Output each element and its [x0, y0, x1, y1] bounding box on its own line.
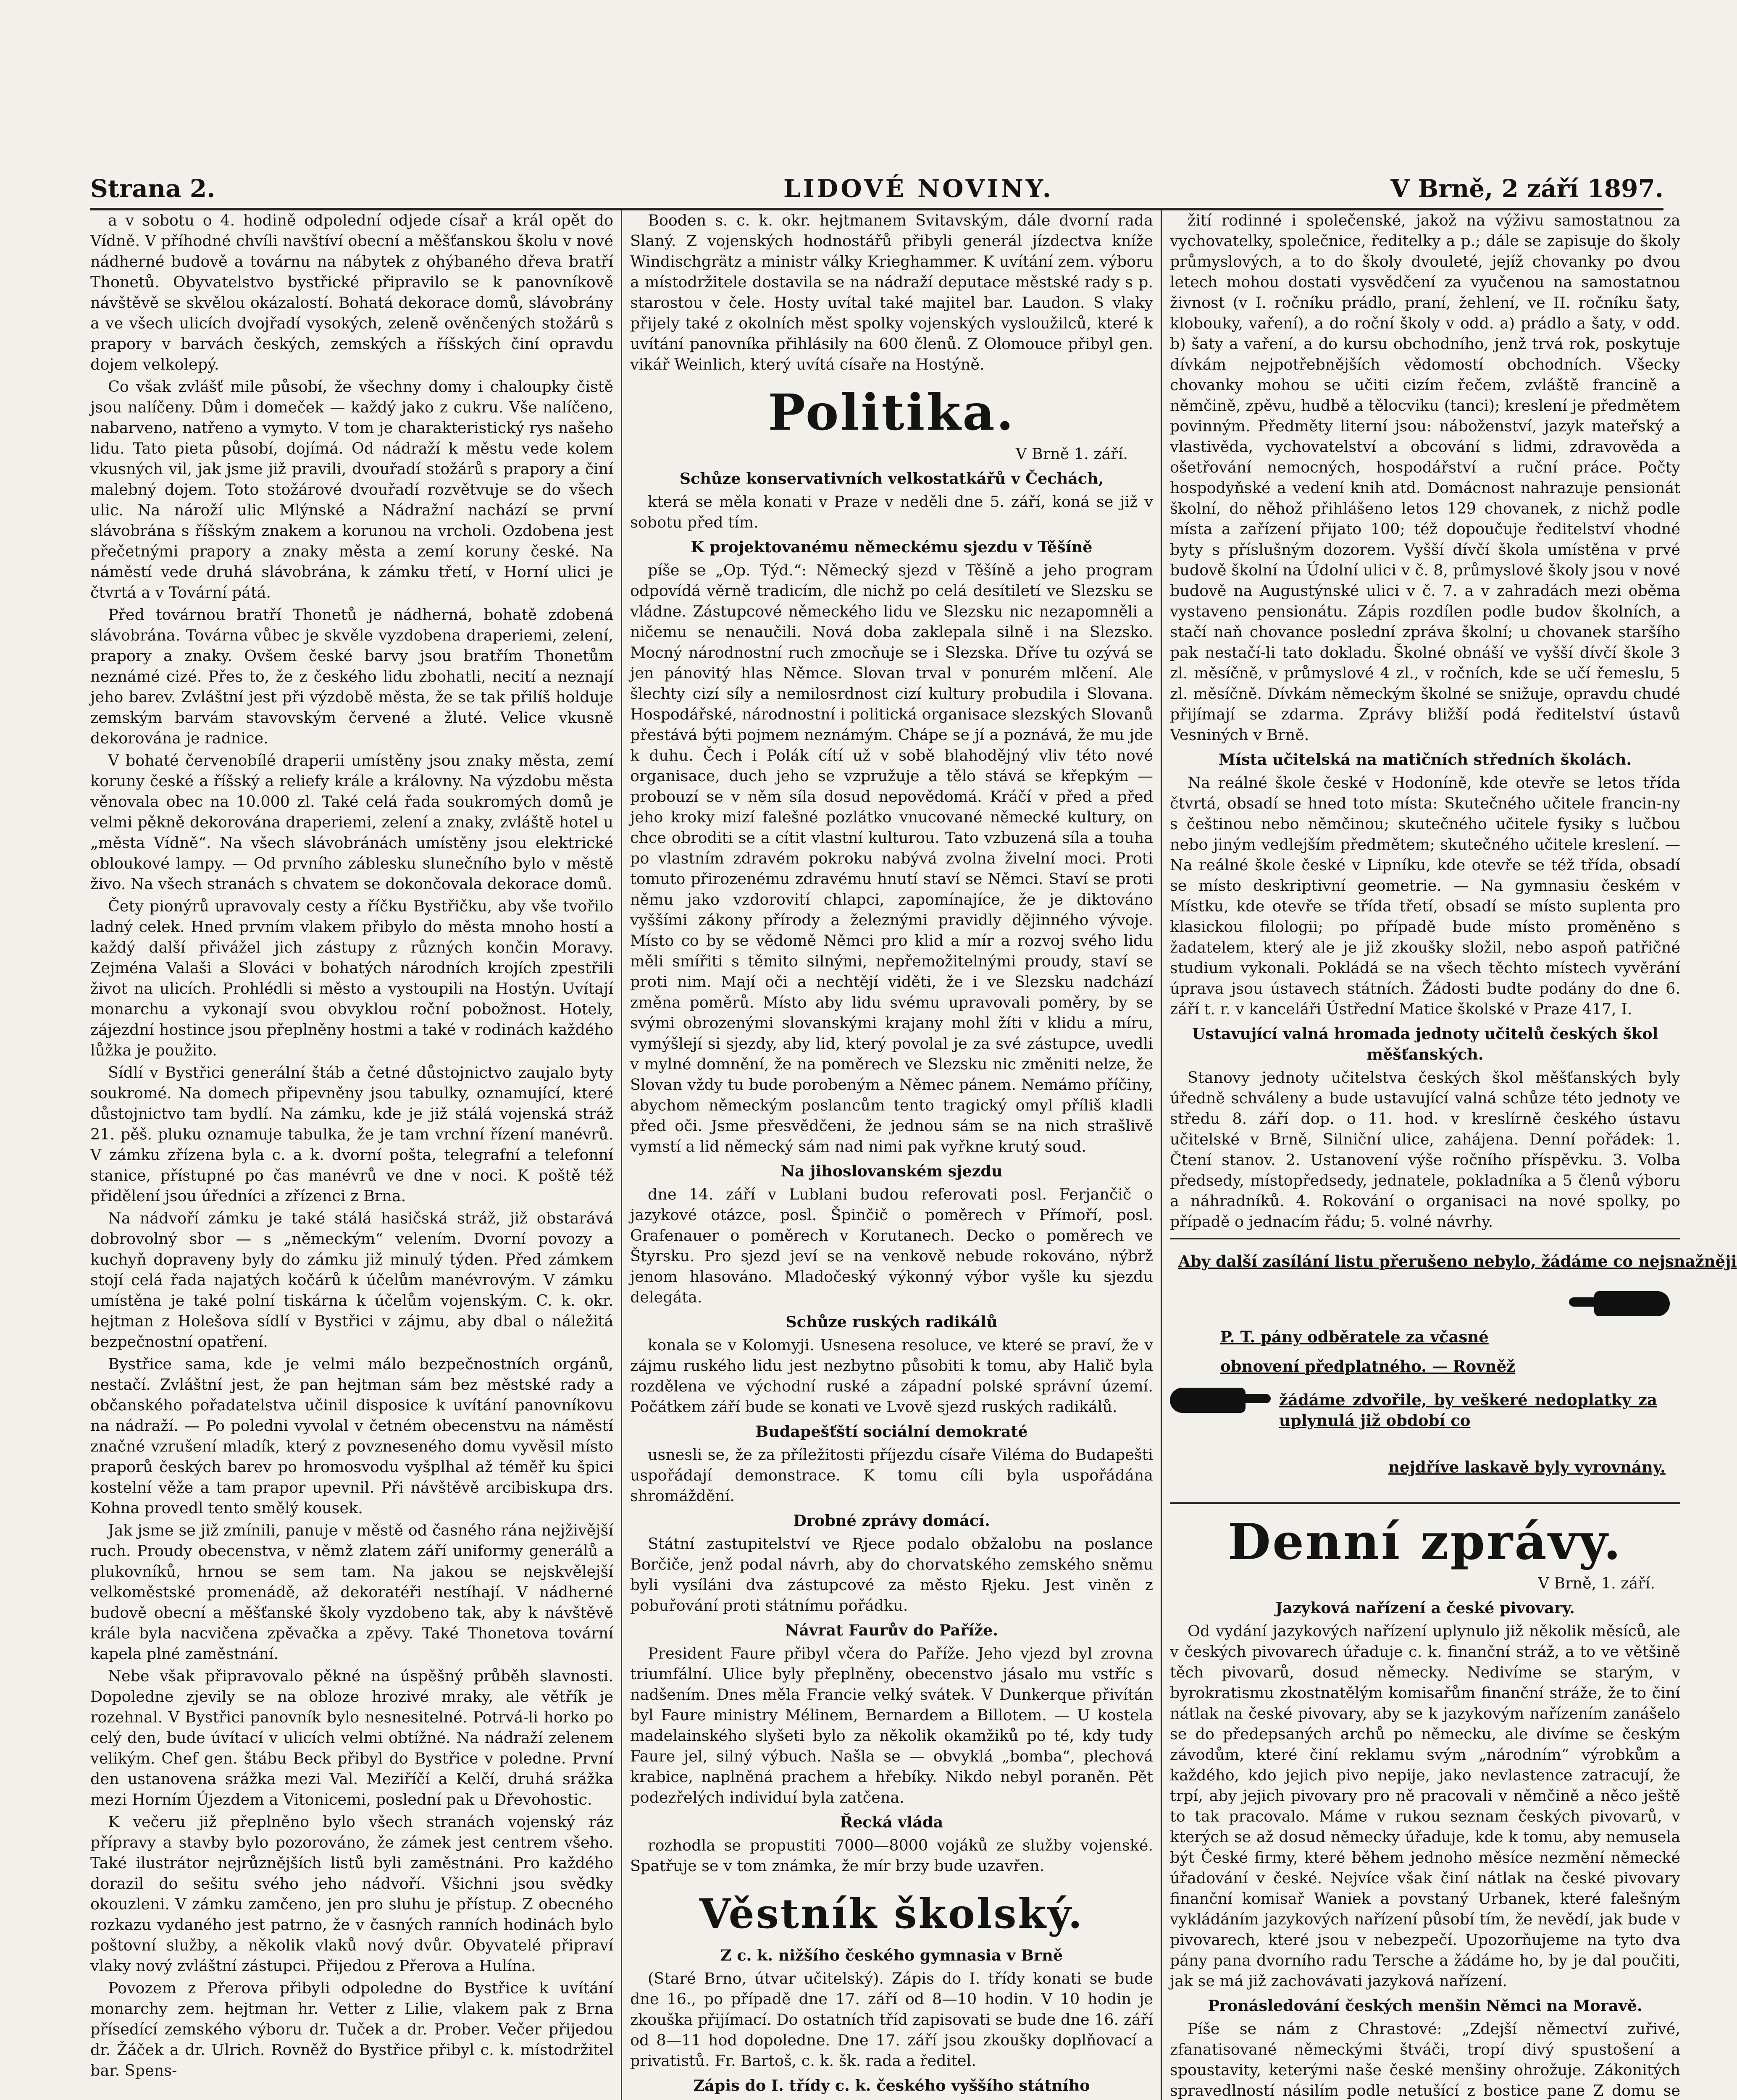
- article-paragraph: Před továrnou bratří Thonetů je nádherná, bohatě zdobená slávobrána. Továrna vůbec je skvěle vyzdobena draperiemi, zelení, prapory a znaky. Ovšem české barvy jsou bratřím Thonetům neznámé cizé. Přes to, že z českého lidu zbohatli, necití a neznají jeho barev. Zvláštní jest při výzdobě města, že se tak přilíš holduje zemským barvám stavovským červené a žluté. Velice vkusně dekorována je radnice.: [90, 606, 613, 747]
- article-paragraph: Stanovy jednoty učitelstva českých škol měšťanských byly úředně schváleny a bude ustavující valná schůze této jednoty ve středu 8. září dop. o 11. hod. v kreslírně českého ústavu učitelské v Brně, Silniční ulice, zahájena. Denní pořádek: 1. Čtení stanov. 2. Ustanovení výše ročního příspěvku. 3. Volba předsedy, místopředsedy, jednatele, pokladníka a 5 členů výboru a náhradníků. 4. Rokování o organisaci na nové spolky, po případě o jednacím řádu; 5. volné návrhy.: [1170, 1068, 1680, 1231]
- column-2: [630, 210, 1153, 2100]
- article-paragraph: Čety pionýrů upravovaly cesty a říčku Bystřičku, aby vše tvořilo ladný celek. Hned prvním vlakem přibylo do města mnoho hostí a každý další přivážel jich zástupy z různých končin Moravy. Zejména Valaši a Slováci v bohatých národních krojích zpestřili život na ulicích. Prohlédli si město a vystoupili na Hostýn. Uvítají monarchu a vykonají svou obvyklou roční pobožnost. Hotely, zájezdní hostince jsou přeplněny hostmi a také v rodinách každého lůžka je použito.: [90, 897, 613, 1059]
- column-rule: [621, 210, 622, 2100]
- article-paragraph: Co však zvlášť mile působí, že všechny domy i chaloupky čistě jsou nalíčeny. Dům i domeček — každý jako z cukru. Vše nalíčeno, nabarveno, natřeno a vymyto. V tom je charakteristický rys našeho lidu. Tato pieta působí, dojímá. Od nádraží k městu vede kolem vkusných vil, jak jsme již pravili, dvouřadí stožárů s prapory a činí malebný dojem. Toto stožárové dvouřadí rozvětvuje se do všech ulic. Na nároží ulic Mlýnské a Nádražní nachází se první slávobrána s říšským znakem a korunou na vrcholi. Ozdobena jest přečetnými prapory a znaky města a zemí koruny české. Na náměstí vede druhá slávobrána, k zámku třetí, v Horní ulici je čtvrtá a v Tovární pátá.: [90, 378, 613, 601]
- article-paragraph: Státní zastupitelství ve Rjece podalo obžalobu na poslance Borčiče, jenž podal návrh, aby do chorvatského zemského sněmu byli vysíláni dva zástupcové za město Rjeku. Jest viněn z pobuřování proti státnímu pořádku.: [630, 1535, 1153, 1614]
- divider: [1170, 1238, 1680, 1239]
- article-paragraph: Píše se nám z Chrastové: „Zdejší němectví zuřivé, zfanatisované německými štváči, tropí divý spustošení a spoustavity, keterými naše české menšiny ohrožuje. Zákonitých spravedlností násilím podle netušící z bostice pane Z domu se: [1170, 2020, 1680, 2100]
- article-paragraph: konala se v Kolomyji. Usnesena resoluce, ve které se praví, že v zájmu ruského lidu jest nezbytno působiti k tomu, aby Halič byla rozdělena ve východní ruské a západní polské správní území. Počátkem září bude se konati ve Lvově sjezd ruských radikálů.: [630, 1336, 1153, 1416]
- subscription-notice: [1170, 1247, 1737, 1495]
- article-paragraph: Nebe však připravovalo pěkné na úspěšný průběh slavnosti. Dopoledne zjevily se na obloze hrozivé mraky, ale větřík je rozehnal. V Bystřici panovník bylo nesnesitelné. Potrvá-li horko po celý den, bude úvítací v ulicích velmi obtížné. Na nádraží zelenem velikým. Chef gen. štábu Beck přibyl do Bystřice v poledne. První den ustanovena srážka mezi Val. Meziříčí a Kelčí, druhá srážka mezi Horním Újezdem a Vitonicemi, poslední pak u Dřevohostic.: [90, 1667, 613, 1809]
- page-number: Strana 2.: [90, 174, 215, 203]
- column-rule: [1161, 210, 1162, 2100]
- article-heading: Schůze ruských radikálů: [786, 1313, 998, 1331]
- article-paragraph: Od vydání jazykových nařízení uplynulo již několik měsíců, ale v českých pivovarech úřaduje c. k. finanční stráž, a to ve většině těch pivovarů, dosud německy. Nedivíme se starým, v byrokratismu zkostnatělým komisařům finanční stráže, že to činí nátlak na české pivovary, aby se k jazykovým nařízením zanášelo se do předepsaných archů po německu, ale divíme se českým závodům, které činí reklamu svým „národním“ výrobkům a každého, kdo jejich pivo nepije, jako nevlastence zatracují, že trpí, aby jejich pivovary pro ně pracovali v němčině a něco ještě to tak pracovalo. Máme v rukou seznam českých pivovarů, v kterých se až dosud německy úřaduje, kde k tomu, aby nemusela být České firmy, které během jednoho měsíce nezmění německé úřadování v české. Nejvíce však činí nátlak na české pivovary finanční komisař Waniek a povstaný Urbanek, které falešným vykládáním jazykových nařízení působí tím, že nevědí, jak bude v pivovarech, které jsou v nebezpečí. Upozorňujeme na tyto dva pány pana dvorního radu Tersche a žádáme ho, by je dal poučiti, jak se má již zachovávati jazyková nařízení.: [1170, 1622, 1680, 1990]
- article-heading: K projektovanému německému sjezdu v Těšíně: [691, 538, 1093, 556]
- dateline: V Brně 1. září.: [1015, 445, 1128, 463]
- article-paragraph: Bystřice sama, kde je velmi málo bezpečnostních orgánů, nestačí. Zvláštní jest, že pan hejtman sám bez městské rady a občanského pořadatelstva učinil disposice k uvítání panovníkovu na nádraží. — Po poledni vyvolal v četném obecenstvu na náměstí značné vzrušení mladík, který z povzneseného domu vyvěsil místo praporů českých barev po hromosvodu vyšplhal až téměř ku špici kostelní věže a tam prapor upevnil. Při návštěvě arcibiskupa drs. Kohna provedl tento smělý kousek.: [90, 1355, 613, 1517]
- notice-line: žádáme zdvořile, by veškeré nedoplatky za uplynulá již období co: [1279, 1391, 1657, 1430]
- notice-line: nejdříve laskavě byly vyrovnány.: [1388, 1458, 1666, 1476]
- article-heading: Budapešťští sociální demokraté: [755, 1423, 1028, 1441]
- issue-date: V Brně, 2 září 1897.: [1390, 174, 1663, 203]
- article-heading: Pronásledování českých menšin Němci na Moravě.: [1208, 1997, 1642, 2015]
- article-heading: Ustavující valná hromada jednoty učitelů českých škol měšťanských.: [1192, 1025, 1658, 1063]
- article-paragraph: která se měla konati v Praze v neděli dne 5. září, koná se již v sobotu před tím.: [630, 493, 1153, 531]
- article-paragraph: usnesli se, že za příležitosti příjezdu císaře Viléma do Budapešti uspořádají demonstrace. K tomu cíli byla uspořádána shromáždění.: [630, 1446, 1153, 1505]
- article-heading: Jazyková nařízení a české pivovary.: [1275, 1599, 1575, 1617]
- article-paragraph: K večeru již přeplněno bylo všech stranách vojenský ráz přípravy a stavby bylo pozorováno, že zámek jest centrem všeho. Také ilustrátor nejrůznějších listů byli zaměstnáni. Pro každého dorazil do sešitu svého jeho nádvoří. Všichni jsou svědky okouzleni. V zámku zamčeno, jen pro sluhu je přístup. Z obecného rozkazu vydaného jest patrno, že v časných ranních hodinách bylo poštovní služby, a několik vlaků nový dvůr. Obyvatelé připraví vlaky nový zvláštní zástupci. Přijedou z Přerova a Hulína.: [90, 1813, 613, 1975]
- article-paragraph: (Staré Brno, útvar učitelský). Zápis do I. třídy konati se bude dne 16., po případě dne 17. září od 8—10 hodin. V 10 hodin je zkouška přijímací. Do ostatních tříd zapisovati se bude dne 16. září od 8—11 hod dopoledne. Dne 17. září jsou zkoušky doplňovací a privatistů. Fr. Bartoš, c. k. šk. rada a ředitel.: [630, 1969, 1153, 2070]
- article-paragraph: dne 14. září v Lublani budou referovati posl. Ferjančič o jazykové otázce, posl. Špinčič o poměrech v Přímoří, posl. Grafenauer o poměrech v Korutanech. Decko o poměrech ve Štyrsku. Pro sjezd jeví se na venkově nebude rokováno, nýbrž jenom hlasováno. Mladočeský výkonný výbor vyšle ku sjezdu delegáta.: [630, 1185, 1153, 1306]
- notice-line: Aby další zasílání listu přerušeno nebylo, žádáme co nejsnažněji: [1178, 1252, 1737, 1270]
- article-paragraph: píše se „Op. Týd.“: Německý sjezd v Těšíně a jeho program odpovídá věrně tradicím, dle nichž po celá desítiletí ve Slezsku se vládne. Zástupcové německého lidu ve Slezsku nic nezapomněli a ničemu se nenaučili. Nová doba zaklepala silně i na Slezsko. Mocný národnostní ruch zmocňuje se i Slezska. Dříve tu ozývá se jen pánovitý hlas Němce. Slovan trval v ponurém mlčení. Ale šlechty cizí síly a nemilosrdnost cizí kultury probudila i Slovana. Hospodářské, národnostní i politická organisace slezských Slovanů přestává býti pojmem neznámým. Chápe se jí a poznává, že mu jde k duhu. Čech i Polák cítí už v sobě blahodějný vliv této nové organisace, duch jeho se vzpružuje a tělo stává se křepkým — probouzí se v něm síla dosud nepovědomá. Kráčí v před a před jeho kroky mizí falešné pozlátko vnucované německé kultury, on chce obroditi se a cítit vlastní kulturou. Tato vzbuzená síla a touha po vlastním zdravém pokroku nabývá zvolna živelní moci. Proti tomuto přirozenému zdravému hnutí staví se Němci. Staví se proti němu jako vzdorovití chlapci, zapomínajíce, že je diktováno vyššími zákony přírody a železnými pravidly dějinného vývoje. Místo co by se vědomě Němci pro klid a mír a rozvoj svého lidu měli smířiti s těmito silnými, nepřemožitelnými proudy, staví se proti nim. Mají oči a nechtějí viděti, že i ve Slezsku nadchází změna poměrů. Místo aby lidu svému upravovali poměry, by se svými obrozenými slovanskými krajany mohl žíti v klidu a míru, vymýšlejí si sjezdy, aby lid, který povolal je za své zástupce, uvedli v mylné domnění, že na poměrech ve Slezsku nic změniti nelze, že Slovan vždy tu bude porobeným a Němec pánem. Nemámo příčiny, abychom německým poslancům tento tragický omyl příliš kladli před oči. Jsme přesvědčeni, že jednou sám se na nich strašlivě vymstí a lid německý sám nad nimi pak vyřkne krutý soud.: [630, 561, 1153, 1155]
- article-paragraph: Na reálné škole české v Hodoníně, kde otevře se letos třída čtvrtá, obsadí se hned toto místa: Skutečného učitele francin-ny s češtinou nebo němčinou; skutečného učitele fysiky s lučbou nebo jiným vedlejším předmětem; skutečného učitele kreslení. — Na reálné škole české v Lipníku, kde otevře se též třída, obsadí se místo deskriptivní geometrie. — Na gymnasiu českém v Místku, kde otevře se třída třetí, obsadí se místo suplenta pro klasickou filologii; po případě bude místo proměněno s žadatelem, který ale je již zkoušky složil, nebo aspoň patřičné studium vykonali. Pokládá se na všech těchto místech vyvěrání úprava jsou ústavech státních. Žádosti budte podány do dne 6. září t. r. v kanceláři Ústřední Matice školské v Praze 417, I.: [1170, 774, 1680, 1018]
- pointing-hand-icon: [1170, 1386, 1271, 1415]
- notice-line: obnovení předplatného. — Rovněž: [1220, 1357, 1516, 1376]
- article-heading: Drobné zprávy domácí.: [793, 1512, 990, 1530]
- masthead-title: LIDOVÉ NOVINY.: [783, 174, 1054, 203]
- article-paragraph: žití rodinné i společenské, jakož na výživu samostatnou za vychovatelky, společnice, ředitelky a p.; dále se zapisuje do školy průmyslových, a to do školy dvouleté, jejíž chovanky po dvou letech mohou dostati vysvědčení za vyučenou na samostatnou živnost (v I. ročníku prádlo, praní, žehlení, ve II. ročníku šaty, klobouky, vaření), a do roční školy v odd. a) prádlo a šaty, v odd. b) šaty a vaření, a do kursu obchodního, jenž trvá rok, poskytuje dívkám nejpotřebnějších vědomostí obchodních. Všecky chovanky mohou se učiti cizím řečem, zvláště francině a němčině, zpěvu, hudbě a tělocviku (tanci); kreslení je předmětem povinným. Předměty literní jsou: náboženství, jazyk mateřský a vlastivěda, vychovatelství a obcování s lidmi, zdravověda a ošetřování nemocných, hospodářství a ruční práce. Počty hospodyňské a vedení knih atd. Domácnost nahrazuje pensionát školní, do něhož přihlášeno letos 129 chovanek, z nichž podle místa a zařízení přijato 100; též dopoučuje ředitelství vhodné byty s příslušným dozorem. Vyšší dívčí škola umístěna v prvé budově školní na Údolní ulici v č. 8, průmyslové školy jsou v nové budově na Augustýnské ulici v č. 7. a v zahradách mezi oběma vystaveno pensionátu. Zápis rozdílen podle budov školních, a stačí naň chovance poslední zpráva školní; u chovanek staršího pak nestačí-li tato dokladu. Školné obnáší ve vyšší dívčí škole 3 zl. měsíčně, v průmyslové 4 zl., v ročních, kde se učí řemeslu, 5 zl. měsíčně. Dívkám německým školné se snižuje, opravdu chudé přijímají se zdarma. Zprávy bližší podá ředitelství ústavů Vesniných v Brně.: [1170, 211, 1680, 744]
- divider: [1170, 1502, 1680, 1504]
- article-paragraph: Booden s. c. k. okr. hejtmanem Svitavským, dále dvorní rada Slaný. Z vojenských hodnostářů přibyli generál jízdectva kníže Windischgrätz a ministr války Krieghammer. K uvítání zem. výboru a místodržitele dostavila se na nádraží deputace městské rady s p. starostou v čele. Hosty uvítal také majitel bar. Laudon. S vlaky přijely také z okolních měst spolky vojenských vysloužilců, které k uvítání panovníka přihlásily na 600 členů. Z Olomouce přibyl gen. vikář Weinlich, který uvítá císaře na Hostýně.: [630, 211, 1153, 373]
- section-title-vestnik: Věstník školský.: [699, 1890, 1084, 1937]
- section-title-politika: Politika.: [768, 383, 1015, 441]
- article-paragraph: Sídlí v Bystřici generální štáb a četné důstojnictvo zaujalo byty soukromé. Na domech připevněny jsou tabulky, oznamující, které důstojnictvo tam bydlí. Na zámku, kde je již stálá vojenská stráž 21. pěš. pluku oznamuje tabulka, že je tam vrchní řízení manévrů. V zámku zřízena byla c. a k. dvorní pošta, telegrafní a telefonní stanice, přístupné po čas manévrů ve dne v noci. K poště též přidělení jsou úředníci a zřízenci z Brna.: [90, 1063, 613, 1205]
- column-3: [1170, 210, 1737, 2100]
- dateline: V Brně, 1. září.: [1538, 1574, 1655, 1592]
- article-paragraph: [630, 2098, 1153, 2100]
- article-heading: Návrat Faurův do Paříže.: [785, 1621, 998, 1639]
- article-heading: Místa učitelská na matičních středních školách.: [1218, 751, 1632, 769]
- article-paragraph: V bohaté červenobílé draperii umístěny jsou znaky města, zemí koruny české a říšský a reliefy krále a královny. Na výzdobu města věnovala obec na 10.000 zl. Také celá řada soukromých domů je velmi pěkně dekorována draperiemi, zelení a znaky, zvláště hotel u „města Vídně“. Na všech slávobránách umístěny jsou elektrické obloukové lampy. — Od prvního záblesku slunečního bylo v městě živo. Na všech stranách s chvatem se dokončovala dekorace domů.: [90, 751, 613, 893]
- article-paragraph: Jak jsme se již zmínili, panuje v městě od časného rána nejživější ruch. Proudy obecenstva, v němž zlatem září uniformy generálů a plukovníků, hrnou se sem tam. Na jakou se nejskvělejší velkoměstské promenádě, až dekoratéři nestíhají. V nádherné budově obecní a měšťanské školy vyzdobeno tak, aby k návštěvě krále byla nacvičena zpěvačka a zpěvy. Také Thonetova tovární kapela plné zaměstnání.: [90, 1521, 613, 1663]
- pointing-hand-icon: [1569, 1289, 1670, 1318]
- article-paragraph: Na nádvoří zámku je také stálá hasičská stráž, již obstarává dobrovolný sbor — s „německým“ velením. Dvorní povozy a kuchyň dopraveny byly do zámku již minulý týden. Před zámkem stojí celá řada najatých kočárů k účelům manévrovým. V zámku umístěna je také polní tiskárna k účelům vojenským. C. k. okr. hejtman z Holešova sídlí v Bystřici v zájmu, aby dbal o náležitá bezpečnostní opatření.: [90, 1209, 613, 1351]
- article-heading: Schůze konservativních velkostatkářů v Čechách,: [679, 470, 1104, 488]
- article-heading: Řecká vláda: [840, 1813, 943, 1831]
- page-header: [90, 170, 1663, 210]
- article-heading: Na jihoslovanském sjezdu: [780, 1162, 1003, 1180]
- notice-line: P. T. pány odběratele za včasné: [1220, 1328, 1489, 1346]
- article-paragraph: a v sobotu o 4. hodině odpolední odjede císař a král opět do Vídně. V příhodné chvíli navštíví obecní a měšťanskou školu v nové nádherné budově a továrnu na nábytek z ohýbaného dřeva bratří Thonetů. Obyvatelstvo bystřické připravilo se k panovníkově návštěvě se skvělou okázalostí. Bohatá dekorace domů, slávobrány a ve všech ulicích dvojřadí vysokých, zeleně ověnčených stožárů s prapory v barvách českých, zemských a říšských činí opravdu dojem velkolepý.: [90, 211, 613, 373]
- article-paragraph: President Faure přibyl včera do Paříže. Jeho vjezd byl zrovna triumfální. Ulice byly přeplněny, obecenstvo jásalo mu vstříc s nadšením. Dnes měla Francie velký svátek. V Dunkerque přivítán byl Faure ministry Mélinem, Bernardem a Billotem. — U kostela madelainského slyšeti bylo za několik okamžiků po té, kdy tudy Faure jel, silný výbuch. Našla se — obvyklá „bomba“, plechová krabice, naplněná prachem a hřebíky. Nikdo nebyl poraněn. Pět podezřelých individuí byla zatčena.: [630, 1644, 1153, 1806]
- column-1: [90, 210, 613, 2100]
- article-paragraph: Povozem z Přerova přibyli odpoledne do Bystřice k uvítání monarchy zem. hejtman hr. Vetter z Lilie, vlakem pak z Brna přísedící zemského výboru dr. Tuček a dr. Prober. Večer přijedou dr. Žáček a dr. Ulrich. Rovněž do Bystřice přibyl c. k. místodržitel bar. Spens-: [90, 1979, 613, 2079]
- article-heading: Z c. k. nižšího českého gymnasia v Brně: [720, 1946, 1063, 1964]
- article-heading: Zápis do I. třídy c. k. českého vyššího státního: [693, 2076, 1090, 2095]
- section-title-denni: Denní zprávy.: [1227, 1512, 1623, 1571]
- article-paragraph: rozhodla se propustiti 7000—8000 vojáků ze služby vojenské. Spatřuje se v tom známka, že mír brzy bude uzavřen.: [630, 1836, 1153, 1875]
